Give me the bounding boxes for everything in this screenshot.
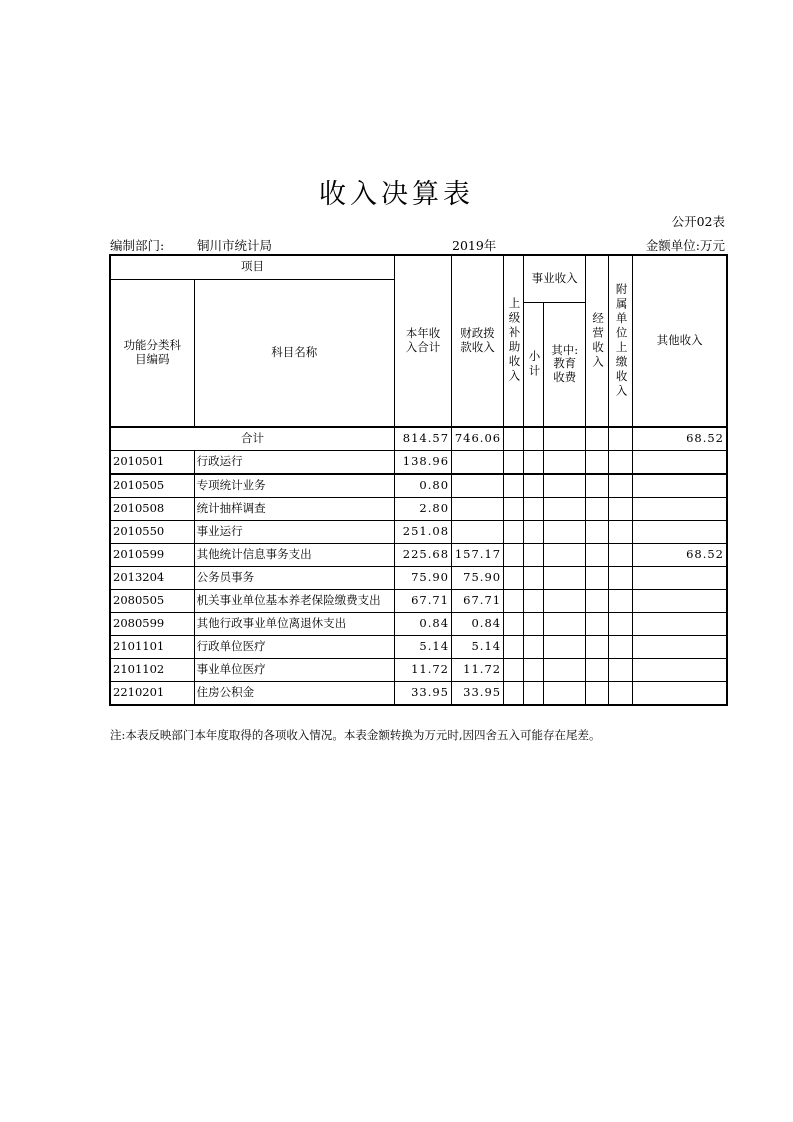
empty-cell [586,450,609,474]
empty-cell [586,681,609,705]
empty-cell [544,543,586,566]
header-other: 其他收入 [633,255,727,427]
income-table [109,254,728,706]
empty-cell [504,589,524,612]
empty-cell [524,566,544,589]
empty-cell [524,635,544,658]
row-fiscal: 11.72 [452,658,504,681]
total-other-value: 68.52 [633,427,727,451]
empty-cell [504,520,524,543]
header-business: 事业收入 [524,255,586,303]
empty-cell [504,658,524,681]
empty-cell [544,635,586,658]
row-subject-name: 行政运行 [194,450,394,474]
empty-cell [504,566,524,589]
row-code: 2010599 [110,543,194,566]
empty-cell [544,497,586,520]
row-total-income: 0.80 [394,474,451,498]
table-row [110,612,727,635]
table-row [110,543,727,566]
table-row [110,474,727,498]
row-subject-name: 住房公积金 [194,681,394,705]
header-affiliated: 附属单位上缴收入 [609,255,633,427]
row-total-income: 75.90 [394,566,451,589]
page-title: 收入决算表 [319,179,474,210]
header-superior: 上级补助收入 [504,255,524,427]
row-subject-name: 其他行政事业单位离退休支出 [194,612,394,635]
row-other [633,450,727,474]
row-fiscal: 0.84 [452,612,504,635]
empty-cell [524,450,544,474]
header-func-code: 功能分类科目编码 [110,279,194,427]
empty-cell [504,474,524,498]
empty-cell [609,450,633,474]
empty-cell [524,543,544,566]
report-year: 2019年 [452,238,497,253]
total-label: 合计 [110,427,394,451]
row-total-income: 33.95 [394,681,451,705]
row-code: 2080505 [110,589,194,612]
row-other [633,566,727,589]
empty-cell [586,589,609,612]
empty-cell [609,658,633,681]
row-code: 2013204 [110,566,194,589]
empty-cell [504,450,524,474]
empty-cell [544,589,586,612]
row-total-income: 251.08 [394,520,451,543]
row-fiscal [452,497,504,520]
total-income-value: 814.57 [394,427,451,451]
row-subject-name: 公务员事务 [194,566,394,589]
dept-label: 编制部门: [110,238,165,253]
row-subject-name: 事业运行 [194,520,394,543]
row-subject-name: 统计抽样调查 [194,497,394,520]
row-code: 2010550 [110,520,194,543]
row-total-income: 138.96 [394,450,451,474]
empty-cell [524,474,544,498]
row-other [633,635,727,658]
row-total-income: 2.80 [394,497,451,520]
empty-cell [609,681,633,705]
empty-cell [586,474,609,498]
table-row [110,566,727,589]
empty-cell [609,474,633,498]
table-row [110,520,727,543]
row-fiscal: 157.17 [452,543,504,566]
header-project: 项目 [110,255,394,279]
empty-cell [524,497,544,520]
row-other [633,658,727,681]
empty-cell [504,497,524,520]
row-code: 2010508 [110,497,194,520]
row-subject-name: 其他统计信息事务支出 [194,543,394,566]
empty-cell [524,681,544,705]
empty-cell [524,520,544,543]
dept-name: 铜川市统计局 [197,238,273,253]
header-total-income: 本年收入合计 [394,255,451,427]
row-code: 2010505 [110,474,194,498]
table-row [110,635,727,658]
total-fiscal-value: 746.06 [452,427,504,451]
row-other [633,474,727,498]
empty-cell [586,520,609,543]
row-subject-name: 行政单位医疗 [194,635,394,658]
row-other [633,520,727,543]
table-row [110,658,727,681]
empty-cell [609,497,633,520]
row-fiscal: 33.95 [452,681,504,705]
row-fiscal: 67.71 [452,589,504,612]
empty-cell [524,658,544,681]
empty-cell [504,543,524,566]
row-code: 2080599 [110,612,194,635]
row-total-income: 11.72 [394,658,451,681]
empty-cell [524,589,544,612]
row-code: 2101102 [110,658,194,681]
row-subject-name: 事业单位医疗 [194,658,394,681]
empty-cell [609,566,633,589]
row-fiscal [452,450,504,474]
empty-cell [609,543,633,566]
row-code: 2101101 [110,635,194,658]
row-total-income: 5.14 [394,635,451,658]
empty-cell [504,635,524,658]
row-other [633,497,727,520]
empty-cell [544,450,586,474]
amount-unit: 金额单位:万元 [645,238,725,253]
row-fiscal: 5.14 [452,635,504,658]
row-code: 2010501 [110,450,194,474]
empty-cell [544,658,586,681]
row-other [633,681,727,705]
empty-cell [586,543,609,566]
row-other: 68.52 [633,543,727,566]
header-operating: 经营收入 [586,255,609,427]
table-row [110,450,727,474]
empty-cell [609,589,633,612]
header-subtotal: 小计 [524,303,544,427]
empty-cell [504,681,524,705]
empty-cell [586,658,609,681]
empty-cell [544,520,586,543]
empty-cell [586,497,609,520]
row-total-income: 67.71 [394,589,451,612]
table-row [110,681,727,705]
empty-cell [524,612,544,635]
empty-cell [586,612,609,635]
form-code: 公开02表 [671,214,725,229]
empty-cell [544,474,586,498]
empty-cell [609,635,633,658]
empty-cell [544,681,586,705]
empty-cell [544,566,586,589]
row-subject-name: 机关事业单位基本养老保险缴费支出 [194,589,394,612]
empty-cell [609,612,633,635]
header-fiscal: 财政拨款收入 [452,255,504,427]
row-fiscal [452,520,504,543]
row-total-income: 225.68 [394,543,451,566]
total-row [110,427,727,451]
row-total-income: 0.84 [394,612,451,635]
table-row [110,497,727,520]
header-subject-name: 科目名称 [194,279,394,427]
empty-cell [544,612,586,635]
table-row [110,589,727,612]
footnote: 注:本表反映部门本年度取得的各项收入情况。本表金额转换为万元时,因四舍五入可能存在尾差。 [110,728,601,742]
row-other [633,589,727,612]
row-fiscal: 75.90 [452,566,504,589]
header-education: 其中:教育收费 [544,303,586,427]
empty-cell [586,635,609,658]
row-fiscal [452,474,504,498]
empty-cell [504,612,524,635]
row-other [633,612,727,635]
row-code: 2210201 [110,681,194,705]
empty-cell [586,566,609,589]
row-subject-name: 专项统计业务 [194,474,394,498]
empty-cell [609,520,633,543]
